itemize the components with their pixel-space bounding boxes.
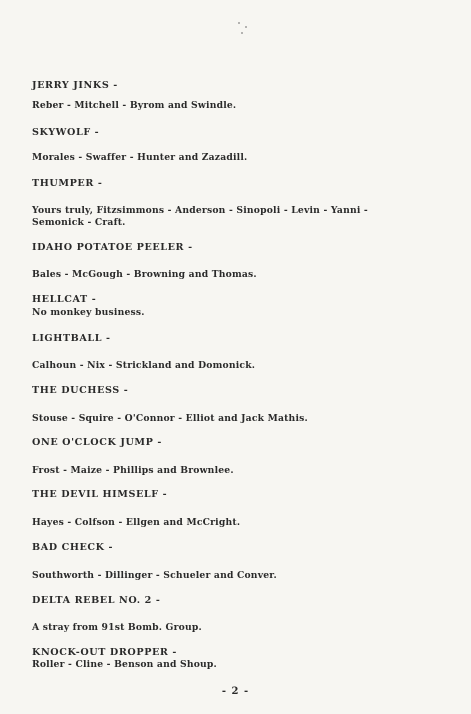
crew-list-delta-rebel-no-2: A stray from 91st Bomb. Group.: [32, 622, 202, 633]
aircraft-name-hellcat: HELLCAT -: [32, 294, 97, 305]
aircraft-name-thumper: THUMPER -: [32, 178, 103, 189]
page-number: - 2 -: [221, 686, 250, 697]
crew-list-one-oclock-jump: Frost - Maize - Phillips and Brownlee.: [32, 465, 234, 476]
crew-list-bad-check: Southworth - Dillinger - Schueler and Conver.: [32, 570, 277, 581]
aircraft-name-jerry-jinks: JERRY JINKS -: [32, 80, 118, 91]
aircraft-name-the-devil-himself: THE DEVIL HIMSELF -: [32, 489, 168, 500]
crew-list-idaho-potatoe-peeler: Bales - McGough - Browning and Thomas.: [32, 269, 257, 280]
scan-specks: [236, 22, 256, 42]
aircraft-name-lightball: LIGHTBALL -: [32, 333, 111, 344]
crew-list-hellcat: No monkey business.: [32, 307, 145, 318]
aircraft-name-idaho-potatoe-peeler: IDAHO POTATOE PEELER -: [32, 242, 193, 253]
crew-list-thumper: Yours truly, Fitzsimmons - Anderson - Sinopoli - Levin - Yanni -: [32, 205, 368, 216]
crew-list-jerry-jinks: Reber - Mitchell - Byrom and Swindle.: [32, 100, 237, 111]
crew-list-thumper-continued: Semonick - Craft.: [32, 217, 126, 228]
aircraft-name-one-oclock-jump: ONE O'CLOCK JUMP -: [32, 437, 162, 448]
crew-list-knock-out-dropper: Roller - Cline - Benson and Shoup.: [32, 659, 217, 670]
crew-list-the-duchess: Stouse - Squire - O'Connor - Elliot and Jack Mathis.: [32, 413, 308, 424]
crew-list-skywolf: Morales - Swaffer - Hunter and Zazadill.: [32, 152, 248, 163]
aircraft-name-knock-out-dropper: KNOCK-OUT DROPPER -: [32, 647, 178, 658]
crew-list-the-devil-himself: Hayes - Colfson - Ellgen and McCright.: [32, 517, 241, 528]
aircraft-name-skywolf: SKYWOLF -: [32, 127, 100, 138]
crew-list-lightball: Calhoun - Nix - Strickland and Domonick.: [32, 360, 256, 371]
aircraft-name-the-duchess: THE DUCHESS -: [32, 385, 129, 396]
aircraft-name-bad-check: BAD CHECK -: [32, 542, 114, 553]
aircraft-name-delta-rebel-no-2: DELTA REBEL NO. 2 -: [32, 595, 161, 606]
